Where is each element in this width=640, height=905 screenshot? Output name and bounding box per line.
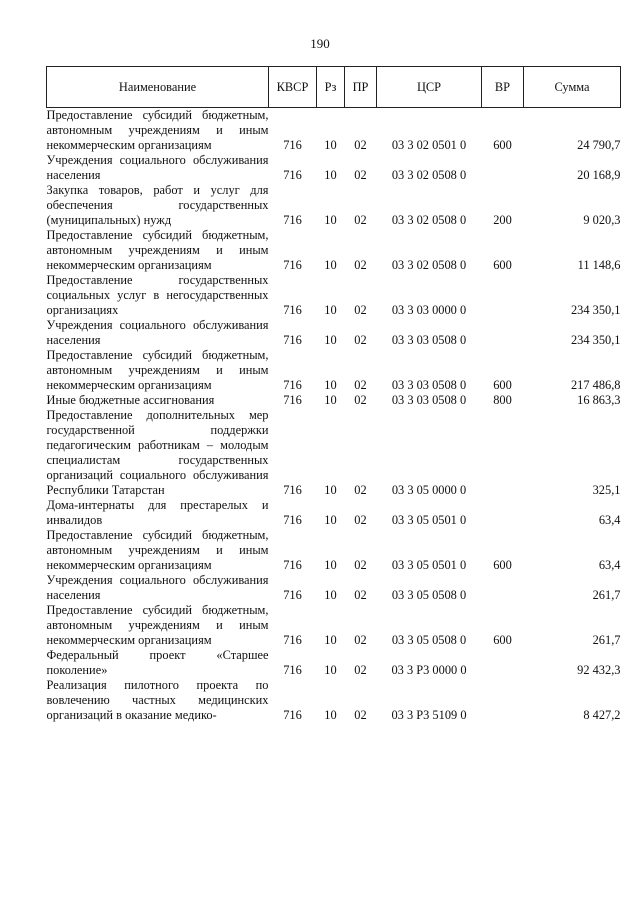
- row-kvsr: 716: [283, 558, 302, 572]
- row-pr: 02: [354, 393, 367, 407]
- row-pr: 02: [354, 333, 367, 347]
- table-row: [47, 678, 621, 723]
- row-name: Предоставление субсидий бюджетным, автономным учреждениям и иным некоммерческим организациям: [46, 228, 269, 272]
- row-sum: 11 148,6: [577, 258, 621, 272]
- row-vr: [482, 318, 524, 348]
- row-csr: 03 3 03 0508 0: [391, 393, 467, 407]
- row-pr: 02: [354, 303, 367, 317]
- table-row: [47, 408, 621, 498]
- row-sum: 217 486,8: [570, 378, 621, 392]
- row-vr: [482, 573, 524, 603]
- row-kvsr: 716: [283, 213, 302, 227]
- row-kvsr: 716: [283, 303, 302, 317]
- column-header-csr: ЦСР: [377, 67, 482, 108]
- column-header-vr: ВР: [482, 67, 524, 108]
- row-pr: 02: [354, 168, 367, 182]
- table-row: [47, 603, 621, 648]
- table-body: [47, 108, 621, 724]
- table-row: [47, 153, 621, 183]
- table-row: [47, 108, 621, 154]
- row-csr: 03 3 P3 0000 0: [391, 663, 467, 677]
- row-rz: 10: [324, 663, 337, 677]
- row-vr: 600: [493, 633, 512, 647]
- column-header-pr: ПР: [345, 67, 377, 108]
- row-rz: 10: [324, 393, 337, 407]
- row-vr: 200: [493, 213, 512, 227]
- row-name: Предоставление субсидий бюджетным, автономным учреждениям и иным некоммерческим организациям: [46, 108, 269, 152]
- row-csr: 03 3 05 0508 0: [391, 588, 467, 602]
- row-name: Реализация пилотного проекта по вовлечению частных медицинских организаций в оказание медико-: [46, 678, 269, 722]
- row-sum: 9 020,3: [583, 213, 621, 227]
- row-kvsr: 716: [283, 168, 302, 182]
- page-number: 190: [310, 36, 330, 51]
- row-sum: 63,4: [598, 513, 621, 527]
- table-header-row: [47, 67, 621, 108]
- row-kvsr: 716: [283, 663, 302, 677]
- row-pr: 02: [354, 258, 367, 272]
- column-header-kvsr: КВСР: [269, 67, 317, 108]
- row-name: Учреждения социального обслуживания населения: [46, 153, 269, 182]
- table-row: [47, 528, 621, 573]
- row-name: Учреждения социального обслуживания населения: [46, 573, 269, 602]
- row-sum: 261,7: [592, 633, 621, 647]
- row-rz: 10: [324, 708, 337, 722]
- row-rz: 10: [324, 513, 337, 527]
- row-kvsr: 716: [283, 378, 302, 392]
- row-rz: 10: [324, 333, 337, 347]
- table-row: [47, 273, 621, 318]
- row-rz: 10: [324, 138, 337, 152]
- row-sum: 63,4: [598, 558, 621, 572]
- row-csr: 03 3 05 0501 0: [391, 558, 467, 572]
- row-sum: 261,7: [592, 588, 621, 602]
- table-row: [47, 498, 621, 528]
- row-rz: 10: [324, 558, 337, 572]
- row-sum: 20 168,9: [577, 168, 621, 182]
- row-csr: 03 3 02 0508 0: [391, 213, 467, 227]
- row-rz: 10: [324, 633, 337, 647]
- row-csr: 03 3 05 0501 0: [391, 513, 467, 527]
- row-name: Предоставление государственных социальных услуг в негосударственных организациях: [46, 273, 269, 317]
- row-csr: 03 3 02 0508 0: [391, 258, 467, 272]
- row-pr: 02: [354, 378, 367, 392]
- row-pr: 02: [354, 588, 367, 602]
- row-name: Предоставление дополнительных мер государственной поддержки педагогическим работникам – молодым специалистам государственных организаций социального обслуживания Республики Татарстан: [46, 408, 269, 497]
- table-row: [47, 228, 621, 273]
- row-name: Закупка товаров, работ и услуг для обеспечения государственных (муниципальных) нужд: [46, 183, 269, 227]
- column-header-name: Наименование: [47, 67, 269, 108]
- row-pr: 02: [354, 213, 367, 227]
- row-vr: [482, 408, 524, 498]
- column-header-sum: Сумма: [524, 67, 621, 108]
- row-pr: 02: [354, 633, 367, 647]
- row-pr: 02: [354, 558, 367, 572]
- row-name: Иные бюджетные ассигнования: [46, 393, 215, 407]
- row-kvsr: 716: [283, 333, 302, 347]
- row-sum: 234 350,1: [570, 333, 621, 347]
- row-csr: 03 3 02 0508 0: [391, 168, 467, 182]
- row-kvsr: 716: [283, 393, 302, 407]
- row-vr: 600: [493, 138, 512, 152]
- row-pr: 02: [354, 708, 367, 722]
- row-csr: 03 3 03 0508 0: [391, 333, 467, 347]
- row-sum: 234 350,1: [570, 303, 621, 317]
- row-kvsr: 716: [283, 633, 302, 647]
- row-csr: 03 3 02 0501 0: [391, 138, 467, 152]
- table-row: [47, 183, 621, 228]
- row-kvsr: 716: [283, 138, 302, 152]
- row-kvsr: 716: [283, 708, 302, 722]
- row-kvsr: 716: [283, 258, 302, 272]
- row-vr: [482, 498, 524, 528]
- table-row: [47, 573, 621, 603]
- row-sum: 325,1: [592, 483, 621, 497]
- row-vr: [482, 648, 524, 678]
- row-vr: [482, 678, 524, 723]
- row-sum: 16 863,3: [577, 393, 621, 407]
- column-header-rz: Рз: [317, 67, 345, 108]
- row-rz: 10: [324, 378, 337, 392]
- table-row: [47, 318, 621, 348]
- row-pr: 02: [354, 483, 367, 497]
- row-vr: [482, 273, 524, 318]
- row-rz: 10: [324, 483, 337, 497]
- row-pr: 02: [354, 138, 367, 152]
- budget-table: [46, 66, 621, 723]
- row-vr: 800: [493, 393, 512, 407]
- row-vr: 600: [493, 378, 512, 392]
- row-sum: 24 790,7: [577, 138, 621, 152]
- row-csr: 03 3 03 0508 0: [391, 378, 467, 392]
- row-name: Предоставление субсидий бюджетным, автономным учреждениям и иным некоммерческим организациям: [46, 603, 269, 647]
- row-rz: 10: [324, 303, 337, 317]
- row-name: Предоставление субсидий бюджетным, автономным учреждениям и иным некоммерческим организациям: [46, 348, 269, 392]
- row-pr: 02: [354, 663, 367, 677]
- row-kvsr: 716: [283, 483, 302, 497]
- row-name: Учреждения социального обслуживания населения: [46, 318, 269, 347]
- row-kvsr: 716: [283, 513, 302, 527]
- row-name: Федеральный проект «Старшее поколение»: [46, 648, 269, 677]
- row-pr: 02: [354, 513, 367, 527]
- row-name: Дома-интернаты для престарелых и инвалидов: [46, 498, 269, 527]
- row-rz: 10: [324, 258, 337, 272]
- row-rz: 10: [324, 168, 337, 182]
- table-row: [47, 648, 621, 678]
- row-sum: 8 427,2: [583, 708, 621, 722]
- row-vr: 600: [493, 558, 512, 572]
- table-row: [47, 393, 621, 408]
- row-csr: 03 3 05 0000 0: [391, 483, 467, 497]
- row-rz: 10: [324, 588, 337, 602]
- row-name: Предоставление субсидий бюджетным, автономным учреждениям и иным некоммерческим организациям: [46, 528, 269, 572]
- row-csr: 03 3 03 0000 0: [391, 303, 467, 317]
- row-sum: 92 432,3: [577, 663, 621, 677]
- table-row: [47, 348, 621, 393]
- row-vr: [482, 153, 524, 183]
- row-csr: 03 3 05 0508 0: [391, 633, 467, 647]
- row-csr: 03 3 P3 5109 0: [391, 708, 467, 722]
- row-vr: 600: [493, 258, 512, 272]
- row-kvsr: 716: [283, 588, 302, 602]
- row-rz: 10: [324, 213, 337, 227]
